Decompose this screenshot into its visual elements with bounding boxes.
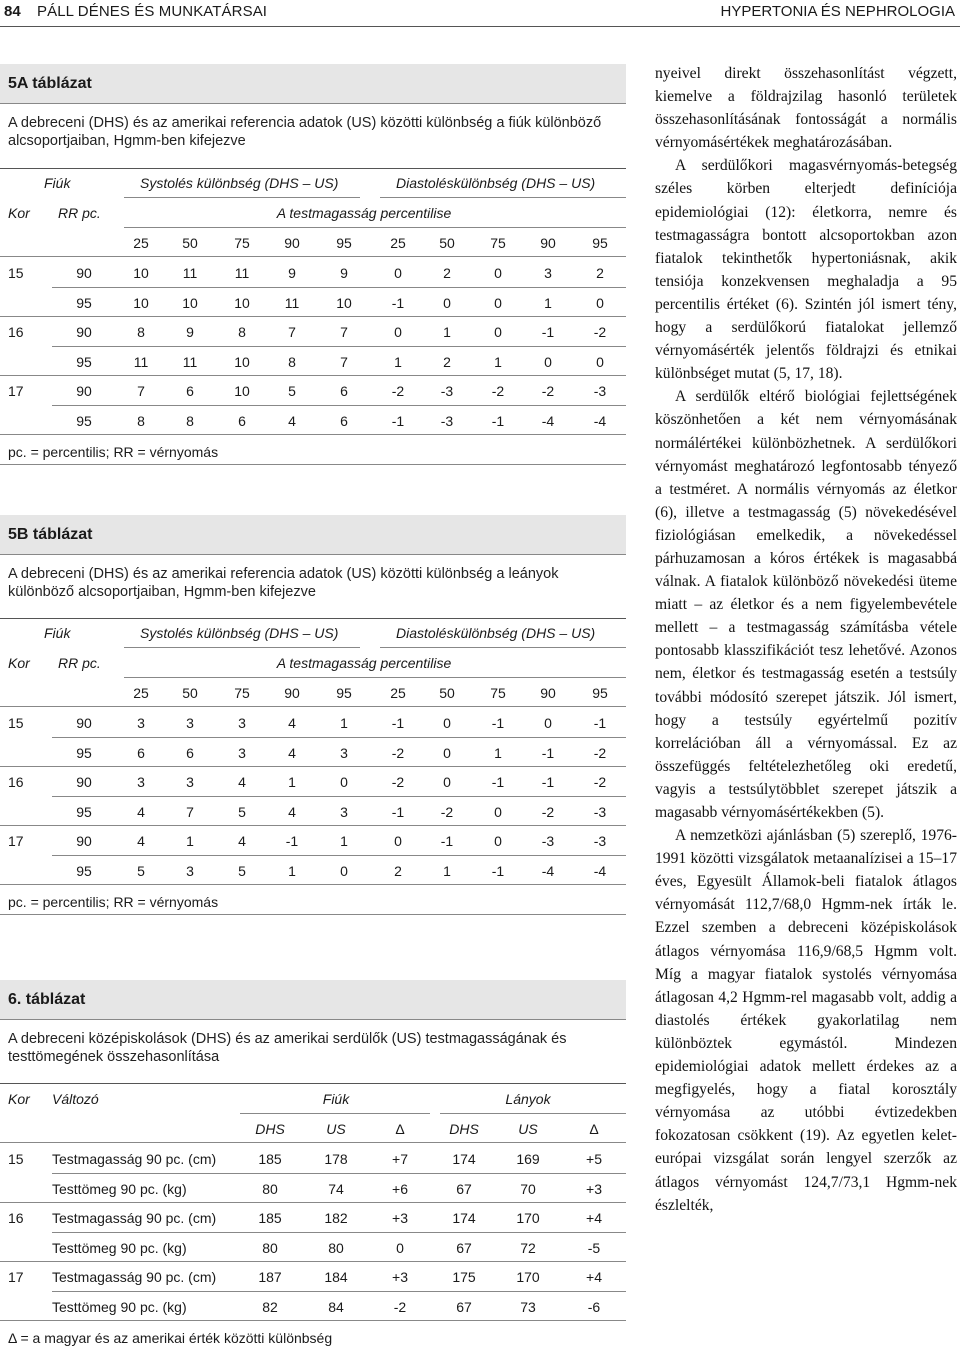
table-row <box>0 258 626 287</box>
value-cell: +6 <box>392 1180 408 1197</box>
value-cell: 3 <box>186 774 194 790</box>
value-cell: 3 <box>238 715 246 731</box>
value-cell: 184 <box>324 1269 348 1285</box>
value-cell: +5 <box>586 1151 602 1167</box>
rr-cell: 95 <box>76 353 92 370</box>
value-cell: 1 <box>394 353 402 370</box>
value-cell: -3 <box>593 803 607 820</box>
value-cell: -2 <box>391 744 405 761</box>
header-diastolic: Diastoléskülönbség (DHS – US) <box>396 175 596 191</box>
percentile-cell: 75 <box>234 685 250 701</box>
percentile-cell: 75 <box>234 235 250 251</box>
age-cell: 16 <box>8 1210 24 1226</box>
value-cell: 2 <box>443 265 451 281</box>
rr-cell: 95 <box>76 803 92 820</box>
value-cell: 9 <box>186 324 194 340</box>
running-header <box>0 0 960 27</box>
value-cell: -3 <box>593 383 607 399</box>
percentile-cell: 75 <box>490 685 506 701</box>
header-row-1 <box>0 1084 626 1113</box>
header-row-1 <box>0 618 626 647</box>
variable-cell: Testmagasság 90 pc. (cm) <box>52 1151 217 1167</box>
value-cell: 0 <box>340 862 348 879</box>
value-cell: 84 <box>328 1298 344 1315</box>
table-row <box>0 406 626 435</box>
value-cell: 3 <box>137 715 145 731</box>
value-cell: 5 <box>288 383 296 399</box>
table-row <box>0 376 626 405</box>
table-row <box>0 347 626 376</box>
value-cell: 11 <box>133 353 149 370</box>
value-cell: 3 <box>137 774 145 790</box>
value-cell: -4 <box>593 862 607 879</box>
percentile-cell: 90 <box>284 235 300 251</box>
value-cell: 1 <box>494 353 502 370</box>
value-cell: 82 <box>262 1298 278 1315</box>
rr-cell: 90 <box>76 324 92 340</box>
header-age: Kor <box>8 655 30 671</box>
value-cell: 0 <box>494 324 502 340</box>
value-cell: 80 <box>262 1180 278 1197</box>
running-journal: HYPERTONIA ÉS NEPHROLOGIA <box>720 3 955 20</box>
value-cell: -6 <box>587 1298 601 1315</box>
value-cell: 0 <box>494 833 502 849</box>
value-cell: 5 <box>137 862 145 879</box>
percentile-cell: 95 <box>336 685 352 701</box>
value-cell: -1 <box>440 833 454 849</box>
header-diastolic: Diastoléskülönbség (DHS – US) <box>396 625 596 641</box>
table-row <box>0 1262 626 1291</box>
value-cell: 80 <box>328 1239 344 1256</box>
rr-cell: 90 <box>76 383 92 399</box>
subheader-cell: US <box>518 1121 538 1137</box>
value-cell: 8 <box>238 324 246 340</box>
value-cell: 3 <box>186 715 194 731</box>
percentile-cell: 50 <box>439 235 455 251</box>
value-cell: 0 <box>340 774 348 790</box>
value-cell: -1 <box>541 324 555 340</box>
value-cell: 4 <box>288 803 296 820</box>
table-row <box>0 767 626 796</box>
rr-cell: 95 <box>76 412 92 429</box>
value-cell: 3 <box>238 744 246 761</box>
value-cell: 187 <box>258 1269 282 1285</box>
value-cell: 3 <box>340 744 348 761</box>
subheader-cell: DHS <box>255 1121 285 1137</box>
age-cell: 17 <box>8 833 24 849</box>
rr-cell: 95 <box>76 294 92 311</box>
value-cell: 2 <box>394 862 402 879</box>
variable-cell: Testmagasság 90 pc. (cm) <box>52 1210 217 1226</box>
value-cell: 0 <box>544 353 552 370</box>
value-cell: 9 <box>340 265 348 281</box>
value-cell: 10 <box>234 353 250 370</box>
table-row <box>0 288 626 317</box>
age-cell: 16 <box>8 774 24 790</box>
header-rr: RR pc. <box>58 655 101 671</box>
value-cell: -3 <box>440 412 454 429</box>
value-cell: 9 <box>288 265 296 281</box>
percentile-cell: 25 <box>133 235 149 251</box>
subheader-row <box>0 1114 626 1143</box>
header-age: Kor <box>8 205 30 221</box>
value-cell: -2 <box>440 803 454 820</box>
value-cell: +4 <box>586 1269 602 1285</box>
value-cell: 67 <box>456 1298 472 1315</box>
value-cell: 175 <box>452 1269 476 1285</box>
value-cell: 4 <box>238 833 246 849</box>
value-cell: 80 <box>262 1239 278 1256</box>
value-cell: 1 <box>494 744 502 761</box>
value-cell: 74 <box>328 1180 344 1197</box>
value-cell: 7 <box>137 383 145 399</box>
percentile-cell: 95 <box>336 235 352 251</box>
body-paragraph: A serdülőkori magasvérnyomás-betegség széles körben elterjedt definíciója epidemiológiai (12): életkorra, nemre és testmagasságra bontott alcsoportokban azon fiatalok tekinthetők hypertoniásnak, akik tensiója konzekvensen meghaladja a 95 percentilis értéket (6). Szintén jól ismert tény, hogy a serdülőkorú fiatalokat jellemző vérnyomásérték jelentős földrajzi és etnikai különbséget mutat (5, 17, 18). <box>655 157 957 383</box>
table-title: 5B táblázat <box>0 515 626 555</box>
value-cell: -4 <box>593 412 607 429</box>
percentile-cell: 25 <box>390 235 406 251</box>
value-cell: 1 <box>186 833 194 849</box>
header-rr: RR pc. <box>58 205 101 221</box>
value-cell: 0 <box>596 294 604 311</box>
header-row-1 <box>0 168 626 197</box>
value-cell: 7 <box>340 353 348 370</box>
percentile-row <box>0 678 626 707</box>
value-cell: 5 <box>238 862 246 879</box>
value-cell: -1 <box>541 774 555 790</box>
value-cell: 0 <box>443 774 451 790</box>
value-cell: 70 <box>520 1180 536 1197</box>
rr-cell: 90 <box>76 833 92 849</box>
age-cell: 15 <box>8 265 24 281</box>
value-cell: 1 <box>340 833 348 849</box>
value-cell: +3 <box>392 1269 408 1285</box>
percentile-cell: 25 <box>133 685 149 701</box>
value-cell: 10 <box>336 294 352 311</box>
value-cell: 4 <box>288 715 296 731</box>
value-cell: -4 <box>541 862 555 879</box>
value-cell: 185 <box>258 1210 282 1226</box>
body-paragraph: A nemzetközi ajánlásban (5) szereplő, 1976-1991 közötti vizsgálatok metaanalízisei a 15–17 éves, Egyesült Államok-beli fiatalok átlagos vérnyomását 112,7/68,0 Hgmm-nek írták le. Ezzel szemben a debreceni középiskolások átlagos vérnyomása 116,9/68,5 Hgmm volt. Míg a magyar fiatalok systolés vérnyomása átlagosan 4,2 Hgmm-rel magasabb volt, addig a diastolés értékek gyakorlatilag nem különböztek egymástól. Mindezen epidemiológiai adatok mellett érdekes az a megfigyelés, hogy a fiatal korosztály vérnyomása az utóbbi évtizedekben fokozatosan csökkent (19). Az egyetlen kelet-európai vizsgálat során lengyel szerzők az átlagos vérnyomást 124,7/73,1 Hgmm-nek észlelték, <box>655 827 957 1214</box>
value-cell: 6 <box>238 412 246 429</box>
header-row-2 <box>0 198 626 227</box>
value-cell: 0 <box>443 744 451 761</box>
value-cell: 1 <box>544 294 552 311</box>
table-title: 5A táblázat <box>0 64 626 104</box>
value-cell: 3 <box>186 862 194 879</box>
percentile-cell: 75 <box>490 235 506 251</box>
value-cell: 0 <box>596 353 604 370</box>
value-cell: 170 <box>516 1269 540 1285</box>
value-cell: 1 <box>443 324 451 340</box>
value-cell: -2 <box>491 383 505 399</box>
percentile-cell: 95 <box>592 235 608 251</box>
value-cell: 2 <box>443 353 451 370</box>
value-cell: 169 <box>516 1151 540 1167</box>
value-cell: 1 <box>288 862 296 879</box>
rr-cell: 95 <box>76 744 92 761</box>
value-cell: 8 <box>288 353 296 370</box>
age-cell: 15 <box>8 715 24 731</box>
value-cell: 11 <box>182 265 198 281</box>
percentile-cell: 50 <box>439 685 455 701</box>
table-note: pc. = percentilis; RR = vérnyomás <box>8 894 219 910</box>
value-cell: 8 <box>137 412 145 429</box>
table-row <box>0 708 626 737</box>
percentile-cell: 50 <box>182 685 198 701</box>
value-cell: -3 <box>440 383 454 399</box>
value-cell: 7 <box>186 803 194 820</box>
variable-cell: Testtömeg 90 pc. (kg) <box>52 1298 187 1315</box>
value-cell: -1 <box>491 715 505 731</box>
percentile-cell: 50 <box>182 235 198 251</box>
header-sex: Fiúk <box>44 625 71 641</box>
rr-cell: 90 <box>76 774 92 790</box>
age-cell: 16 <box>8 324 24 340</box>
value-cell: -2 <box>393 1298 407 1315</box>
age-cell: 17 <box>8 1269 24 1285</box>
page-number: 84 <box>4 3 21 20</box>
value-cell: 6 <box>137 744 145 761</box>
value-cell: 72 <box>520 1239 536 1256</box>
value-cell: 11 <box>234 265 250 281</box>
value-cell: -2 <box>593 744 607 761</box>
subheader-cell: US <box>326 1121 346 1137</box>
value-cell: 0 <box>494 294 502 311</box>
value-cell: -1 <box>491 412 505 429</box>
value-cell: -1 <box>285 833 299 849</box>
table-note: pc. = percentilis; RR = vérnyomás <box>8 444 219 460</box>
table-row <box>0 1233 626 1262</box>
value-cell: 5 <box>238 803 246 820</box>
value-cell: 0 <box>394 265 402 281</box>
table-title: 6. táblázat <box>0 980 626 1020</box>
header-sex: Fiúk <box>44 175 71 191</box>
percentile-cell: 90 <box>284 685 300 701</box>
delta-header: Δ <box>589 1121 599 1137</box>
table-row <box>0 1292 626 1321</box>
value-cell: 7 <box>288 324 296 340</box>
value-cell: 3 <box>544 265 552 281</box>
value-cell: -3 <box>593 833 607 849</box>
value-cell: 0 <box>396 1239 404 1256</box>
percentile-cell: 90 <box>540 685 556 701</box>
value-cell: -1 <box>391 412 405 429</box>
value-cell: 10 <box>133 294 149 311</box>
table-row <box>0 738 626 767</box>
subheader-cell: DHS <box>449 1121 479 1137</box>
percentile-row <box>0 228 626 257</box>
value-cell: 11 <box>284 294 300 311</box>
value-cell: 0 <box>443 294 451 311</box>
header-girls: Lányok <box>505 1091 551 1107</box>
value-cell: 4 <box>238 774 246 790</box>
table-row <box>0 856 626 885</box>
table-caption: A debreceni (DHS) és az amerikai referencia adatok (US) közötti különbség a leányok különböző alcsoportjaiban, Hgmm-ben kifejezve <box>8 566 559 600</box>
value-cell: -1 <box>491 774 505 790</box>
age-cell: 15 <box>8 1151 24 1167</box>
table-row <box>0 1144 626 1173</box>
value-cell: 11 <box>182 353 198 370</box>
value-cell: 0 <box>394 324 402 340</box>
value-cell: 4 <box>137 833 145 849</box>
table-row <box>0 1203 626 1232</box>
value-cell: +4 <box>586 1210 602 1226</box>
percentile-cell: 90 <box>540 235 556 251</box>
table-row <box>0 317 626 346</box>
rr-cell: 90 <box>76 715 92 731</box>
header-row-2 <box>0 648 626 677</box>
value-cell: 0 <box>443 715 451 731</box>
value-cell: -1 <box>541 744 555 761</box>
value-cell: -2 <box>593 774 607 790</box>
table-5b <box>0 515 626 920</box>
table-row <box>0 797 626 826</box>
value-cell: +3 <box>392 1210 408 1226</box>
value-cell: 185 <box>258 1151 282 1167</box>
header-variable: Változó <box>52 1091 99 1107</box>
table-caption: A debreceni középiskolások (DHS) és az amerikai serdülők (US) testmagasságának és testtömegének összehasonlítása <box>8 1031 567 1065</box>
body-text-column <box>655 62 957 1217</box>
value-cell: 1 <box>288 774 296 790</box>
value-cell: -1 <box>593 715 607 731</box>
value-cell: 6 <box>340 412 348 429</box>
table-6 <box>0 980 626 1350</box>
value-cell: 170 <box>516 1210 540 1226</box>
body-paragraph: A serdülők eltérő biológiai fejlettségének köszönhetően a két nem vérnyomásának normálértékei különbözhetnek. A serdülőkori vérnyomást meghatározó legfontosabb tényező a testméret. A normális vérnyomás az életkor (6), illetve a testmagasság (5) növekedésével fiziológiásan emelkedik, a növekedéssel párhuzamosan a kóros értékek is magasabbá válnak. A fiatalok különböző növekedési üteme miatt – az életkor és a nem figyelembevétele mellett – a testmagasság számításba vétele pontosabb klasszifikációt tesz lehetővé. Azonos nem, életkor és testmagasság esetén a testsúly további módosító szerepet játszik. Jól ismert, hogy a testsúly egyértelmű pozitív korrelációban áll a vérnyomással. Ez az összefüggés feltételezhetőleg oki eredetű, vagyis a testsúlytöbblet szerepet játszik a magasabb vérnyomásértékekben (5). <box>655 388 957 821</box>
value-cell: 10 <box>234 294 250 311</box>
age-cell: 17 <box>8 383 24 399</box>
rr-cell: 90 <box>76 265 92 281</box>
header-boys: Fiúk <box>322 1091 350 1107</box>
value-cell: -5 <box>587 1239 601 1256</box>
value-cell: 4 <box>288 744 296 761</box>
header-systolic: Systolés különbség (DHS – US) <box>140 625 339 641</box>
value-cell: 0 <box>544 715 552 731</box>
running-authors: PÁLL DÉNES ÉS MUNKATÁRSAI <box>37 3 268 20</box>
table-note: Δ = a magyar és az amerikai érték közötti különbség <box>8 1330 333 1346</box>
header-percentile: A testmagasság percentilise <box>276 655 452 671</box>
value-cell: 4 <box>288 412 296 429</box>
value-cell: 67 <box>456 1180 472 1197</box>
header-age: Kor <box>8 1091 30 1107</box>
value-cell: -2 <box>541 803 555 820</box>
value-cell: 1 <box>340 715 348 731</box>
table-caption: A debreceni (DHS) és az amerikai referencia adatok (US) közötti különbség a fiúk különböző alcsoportjaiban, Hgmm-ben kifejezve <box>8 115 602 149</box>
delta-header: Δ <box>395 1121 405 1137</box>
rr-cell: 95 <box>76 862 92 879</box>
value-cell: 10 <box>182 294 198 311</box>
value-cell: 73 <box>520 1298 536 1315</box>
value-cell: 67 <box>456 1239 472 1256</box>
value-cell: 0 <box>394 833 402 849</box>
value-cell: 1 <box>443 862 451 879</box>
variable-cell: Testmagasság 90 pc. (cm) <box>52 1269 217 1285</box>
value-cell: 174 <box>452 1210 476 1226</box>
value-cell: 8 <box>186 412 194 429</box>
value-cell: 8 <box>137 324 145 340</box>
variable-cell: Testtömeg 90 pc. (kg) <box>52 1180 187 1197</box>
body-paragraph: nyeivel direkt összehasonlítást végzett, kiemelve a földrajzilag hasonló területek összehasonlításának fontosságát a normális vérnyomásértékek meghatározásában. <box>655 65 957 152</box>
value-cell: 0 <box>494 265 502 281</box>
header-percentile: A testmagasság percentilise <box>276 205 452 221</box>
value-cell: -2 <box>391 774 405 790</box>
value-cell: 2 <box>596 265 604 281</box>
value-cell: 174 <box>452 1151 476 1167</box>
value-cell: 182 <box>324 1210 348 1226</box>
value-cell: -2 <box>541 383 555 399</box>
table-5a <box>0 64 626 470</box>
value-cell: 4 <box>137 803 145 820</box>
value-cell: +3 <box>586 1180 602 1197</box>
percentile-cell: 95 <box>592 685 608 701</box>
value-cell: +7 <box>392 1151 408 1167</box>
value-cell: 3 <box>340 803 348 820</box>
table-row <box>0 1174 626 1203</box>
value-cell: 6 <box>186 744 194 761</box>
value-cell: 0 <box>494 803 502 820</box>
value-cell: -1 <box>391 803 405 820</box>
value-cell: -3 <box>541 833 555 849</box>
value-cell: 6 <box>340 383 348 399</box>
table-row <box>0 826 626 855</box>
percentile-cell: 25 <box>390 685 406 701</box>
value-cell: -1 <box>391 294 405 311</box>
value-cell: -2 <box>593 324 607 340</box>
value-cell: -1 <box>491 862 505 879</box>
value-cell: -2 <box>391 383 405 399</box>
value-cell: 10 <box>234 383 250 399</box>
value-cell: 10 <box>133 265 149 281</box>
value-cell: 7 <box>340 324 348 340</box>
value-cell: 178 <box>324 1151 348 1167</box>
value-cell: 6 <box>186 383 194 399</box>
header-systolic: Systolés különbség (DHS – US) <box>140 175 339 191</box>
value-cell: -4 <box>541 412 555 429</box>
variable-cell: Testtömeg 90 pc. (kg) <box>52 1239 187 1256</box>
value-cell: -1 <box>391 715 405 731</box>
